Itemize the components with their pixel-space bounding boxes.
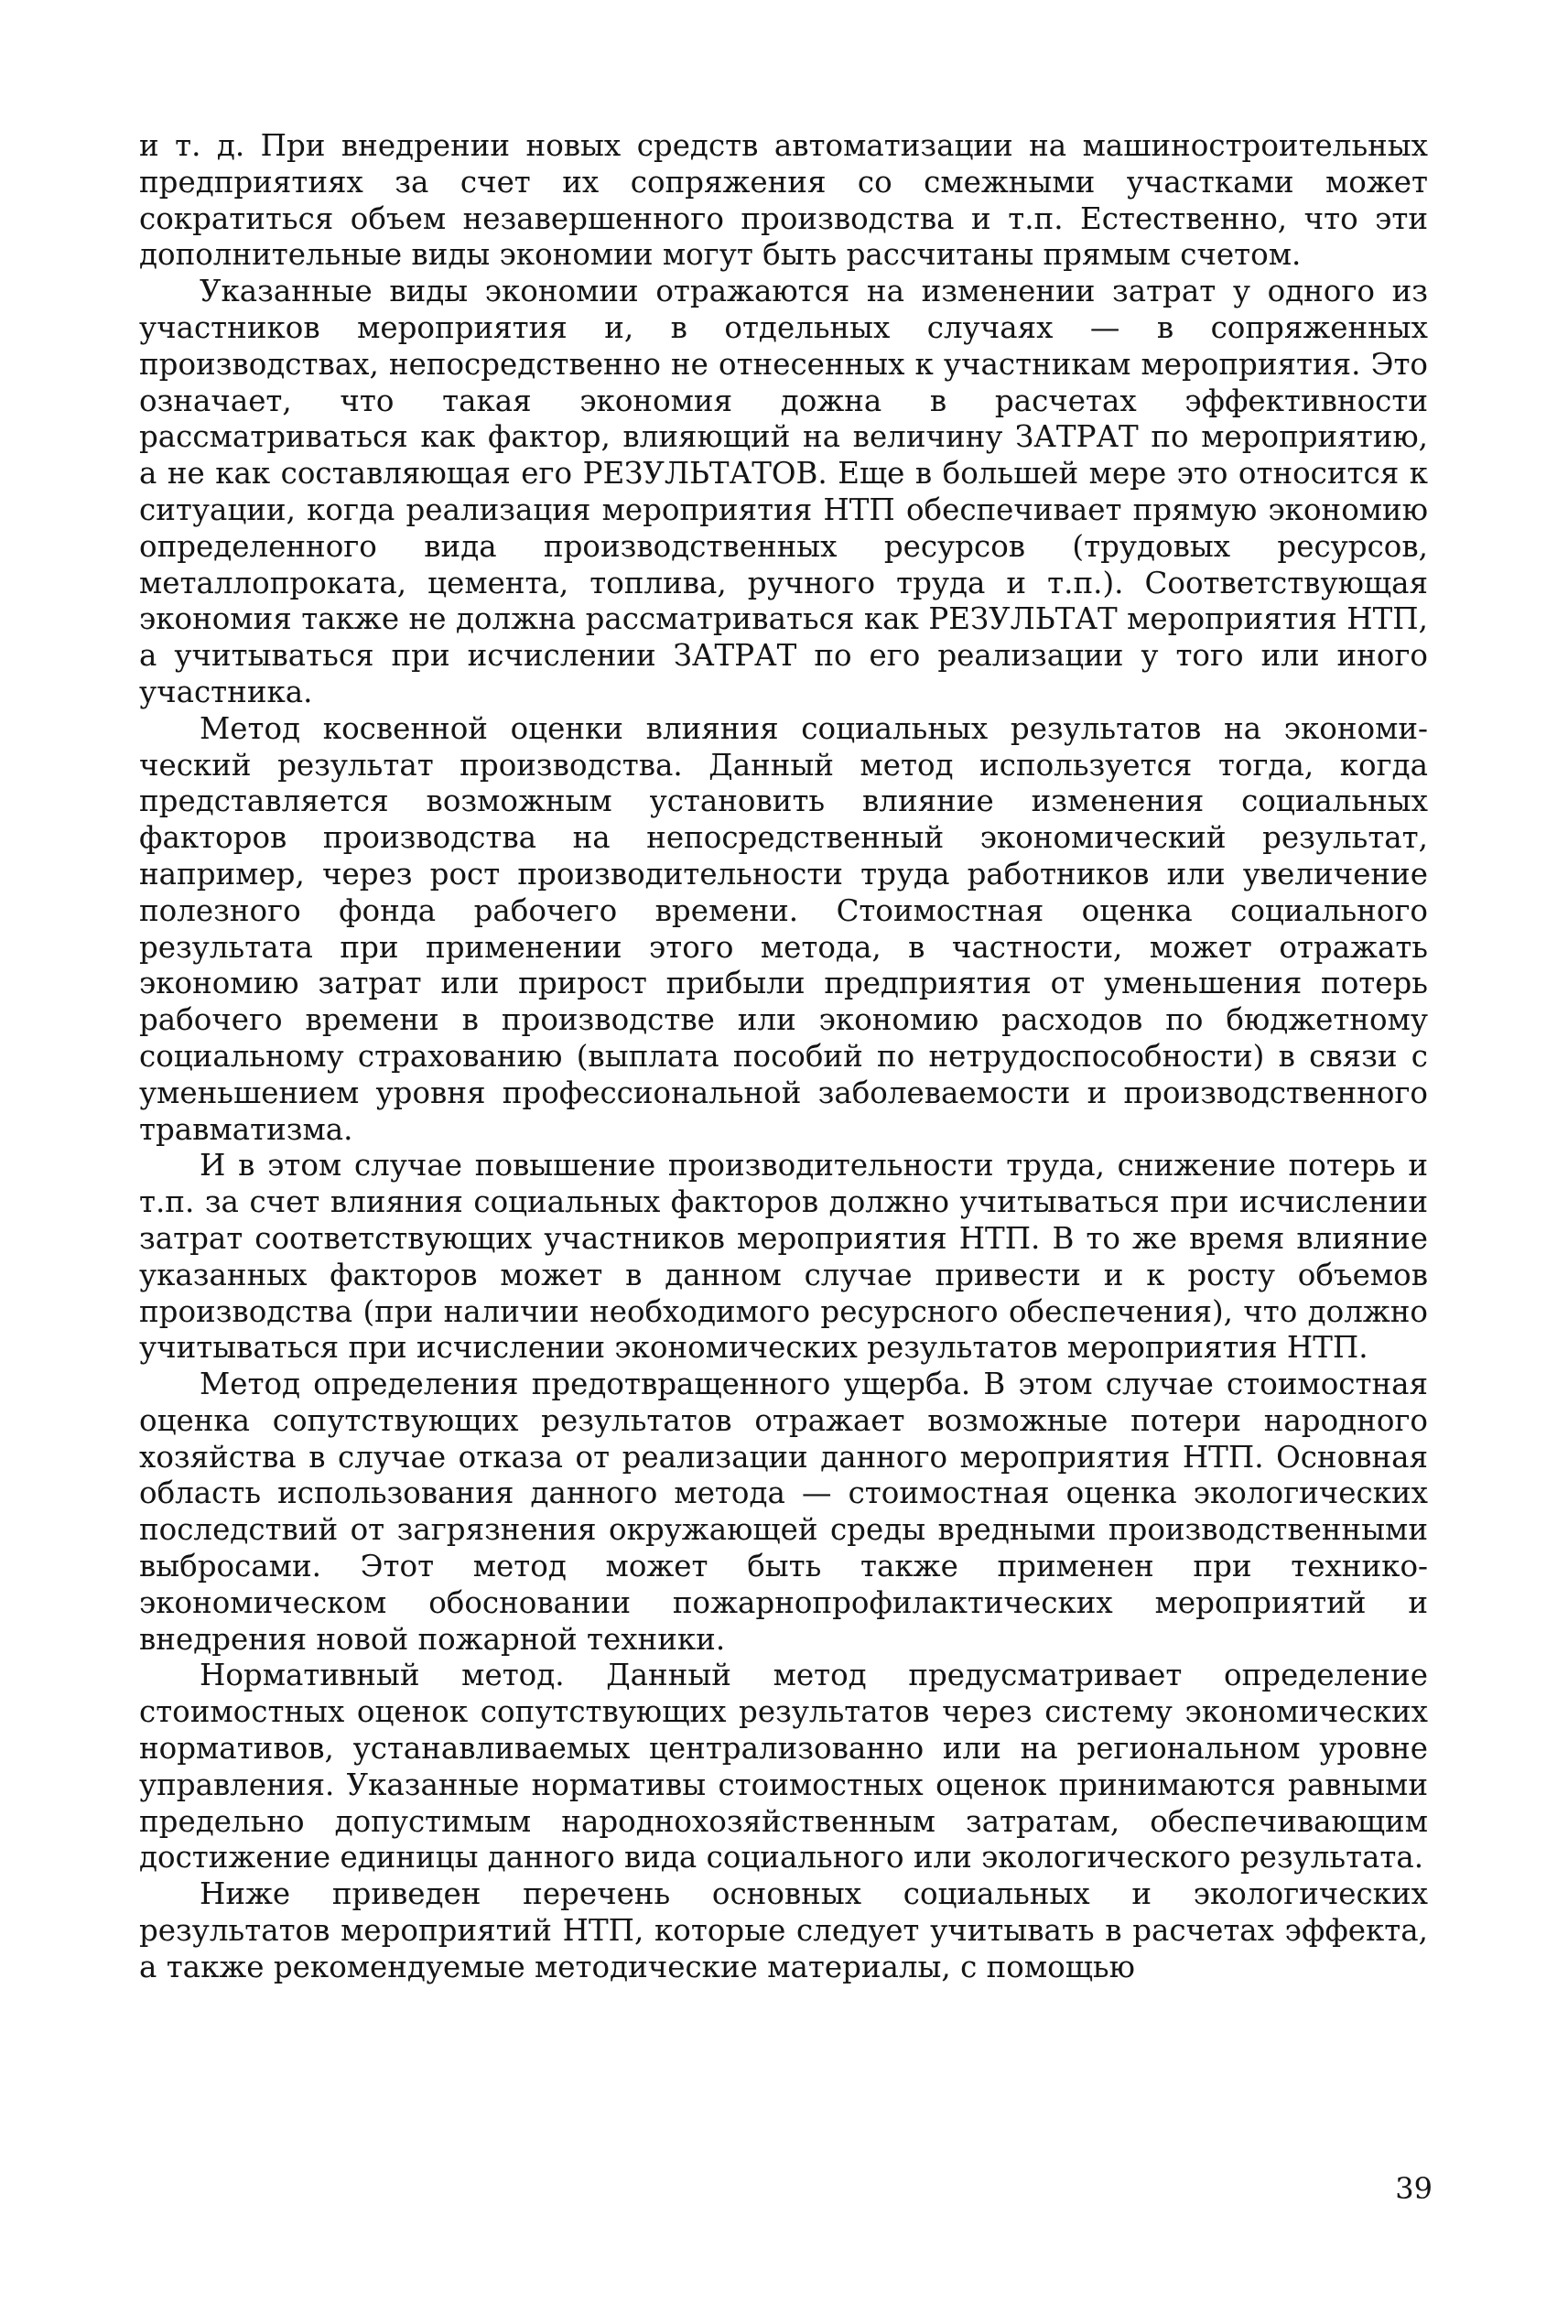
page-number: 39 xyxy=(1395,2171,1433,2206)
paragraph-6: Нормативный метод. Данный метод предусматривает определение стоимостных оценок сопутствующих результатов через систему экономических нормативов, устанавливаемых централизованно или на региональном уровне управления. Указанные нормативы стоимостных оценок принимаются равными предельно допустимым народнохозяйственным затратам, обеспечивающим достижение единицы данного вида социального или экологического результата. xyxy=(139,1658,1428,1875)
paragraph-7: Ниже приведен перечень основных социальных и экологических результатов мероприятий НТП, которые следует учитывать в расчетах эффекта, а также рекомендуемые методические материалы, с помощью xyxy=(139,1876,1428,1984)
page-text xyxy=(139,128,1428,1986)
paragraph-1: и т. д. При внедрении новых средств автоматизации на машиностроительных предприятиях за счет их сопряжения со смежными участками может сократиться объем незавершенного производства и т.п. Естественно, что эти дополнительные виды экономии могут быть рассчитаны прямым счетом. xyxy=(139,128,1428,273)
paragraph-2: Указанные виды экономии отражаются на изменении затрат у одного из участников мероприятия и, в отдельных случаях — в сопряженных производствах, непосредственно не отнесенных к участникам мероприятия. Это означает, что такая экономия дожна в расчетах эффективности рассматриваться как фактор, влияющий на величину ЗАТРАТ по мероприятию, а не как составляющая его РЕЗУЛЬТАТОВ. Еще в большей мере это относится к ситуации, когда реализация мероприятия НТП обеспечивает прямую экономию определенного вида производственных ресурсов (трудовых ресурсов, металлопроката, цемента, топлива, ручного труда и т.п.). Соответствующая экономия также не должна рассматриваться как РЕЗУЛЬТАТ мероприятия НТП, а учитываться при исчислении ЗАТРАТ по его реализации у того или иного участника. xyxy=(139,274,1428,709)
paragraph-4: И в этом случае повышение производительности труда, снижение потерь и т.п. за счет влияния социальных факторов должно учитываться при исчислении затрат соответствующих участников мероприятия НТП. В то же время влияние указанных факторов может в данном случае привести и к росту объемов производства (при наличии необходимого ресурсного обеспечения), что должно учитываться при исчислении экономических результатов мероприятия НТП. xyxy=(139,1148,1428,1366)
paragraph-3: Метод косвенной оценки влияния социальных результатов на экономический результат производства. Данный метод используется тогда, когда представляется возможным установить влияние изменения социальных факторов производства на непосредственный экономический результат, например, через рост производительности труда работников или увеличение полезного фонда рабочего времени. Стоимостная оценка социального результата при применении этого метода, в частности, может отражать экономию затрат или прирост прибыли предприятия от уменьшения потерь рабочего времени в производстве или экономию расходов по бюджетному социальному страхованию (выплата пособий по нетрудоспособности) в связи с уменьшением уровня профессиональной заболеваемости и производственного травматизма. xyxy=(139,710,1428,1147)
paragraph-5: Метод определения предотвращенного ущерба. В этом случае стоимостная оценка сопутствующих результатов отражает возможные потери народного хозяйства в случае отказа от реализации данного мероприятия НТП. Основная область использования данного метода — стоимостная оценка экологических последствий от загрязнения окружающей среды вредными производственными выбросами. Этот метод может быть также применен при технико-экономическом обосновании пожарнопрофилактических мероприятий и внедрения новой пожарной техники. xyxy=(139,1367,1428,1657)
